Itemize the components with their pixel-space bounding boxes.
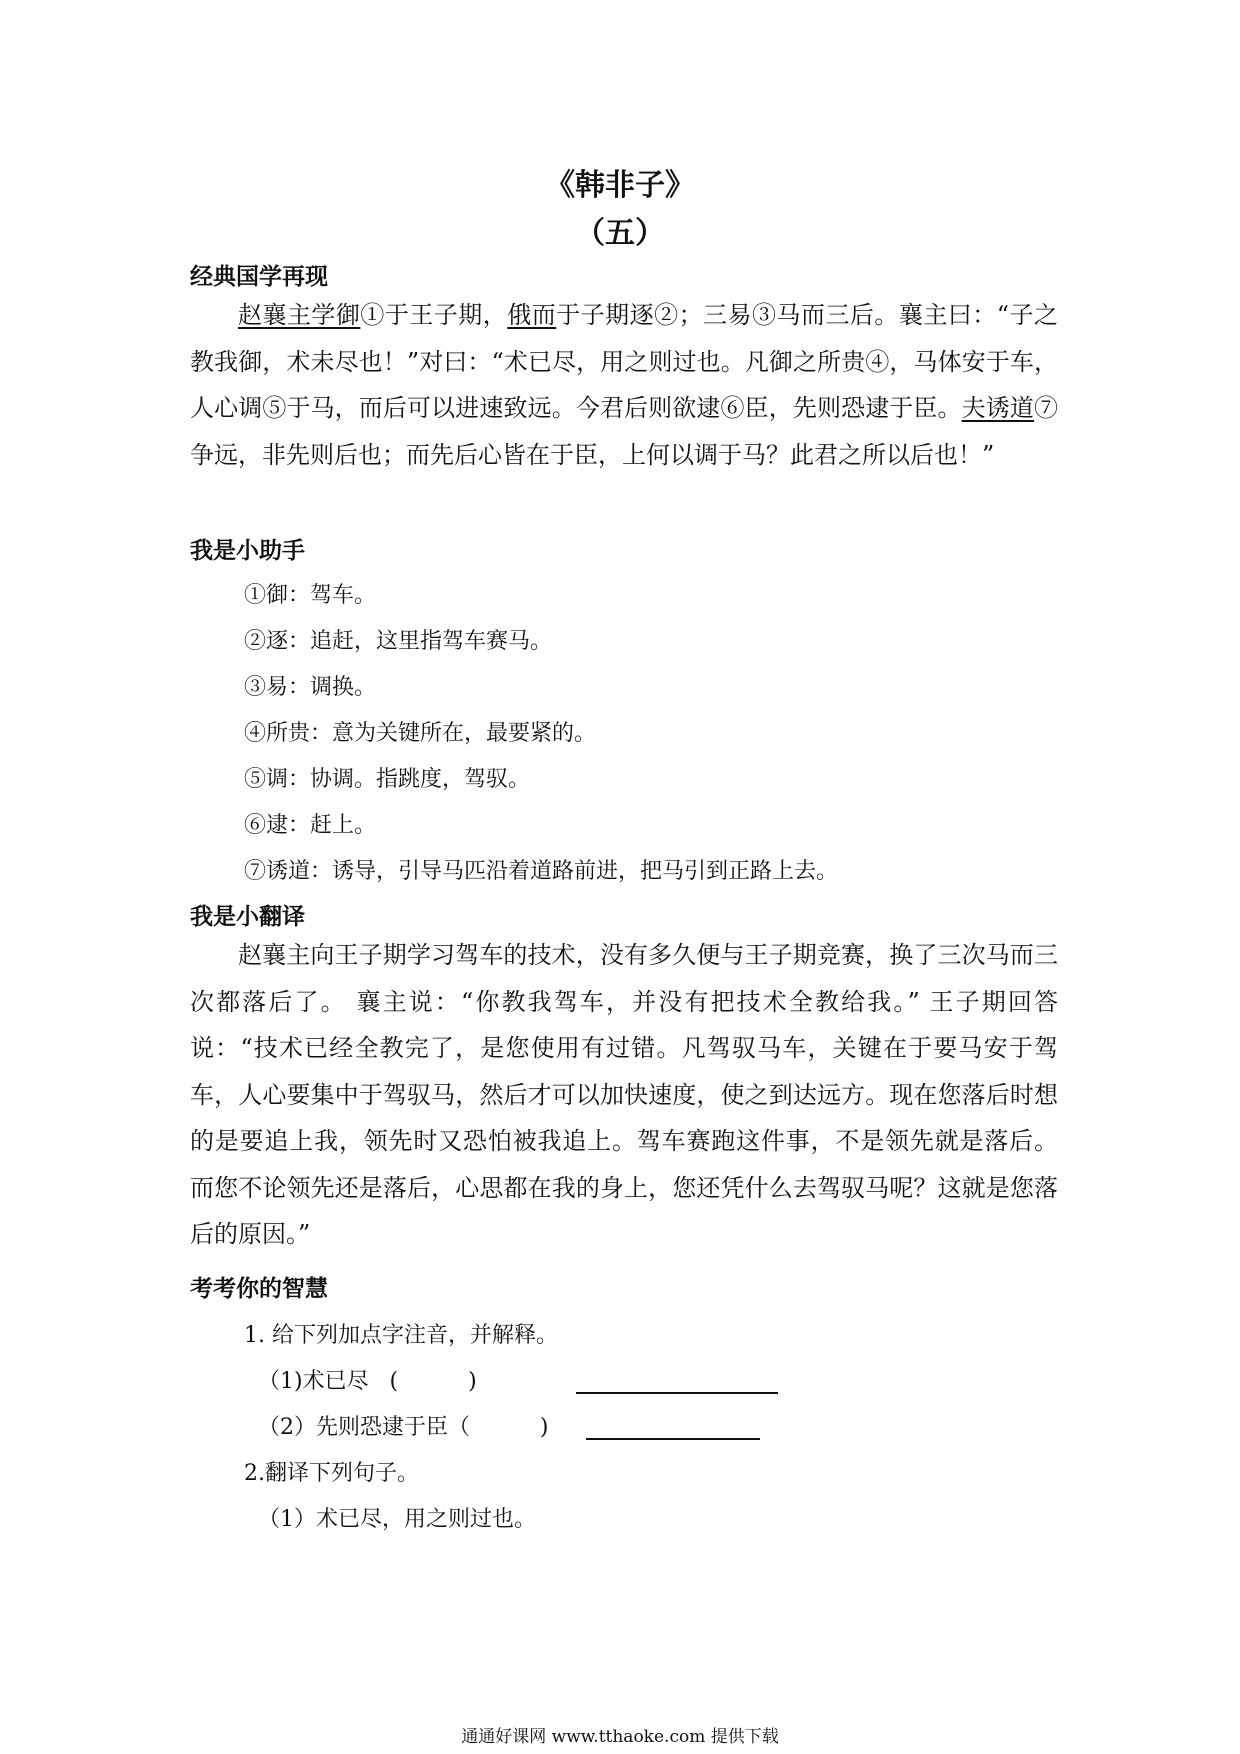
passage-text: ①于王子期， — [360, 301, 508, 329]
answer-blank-line[interactable] — [586, 1438, 760, 1440]
question-2: 2.翻译下列句子。 — [244, 1461, 419, 1486]
question-1-item-1: （1)术已尽 ( ) — [258, 1369, 477, 1394]
passage-text: 于子期逐②；三易③马而三后。襄主曰：“子之教我御，术未尽也！”对曰：“术已尽，用之则过也。凡御之所贵④，马体安于车，人心调⑤于马，而后可以进速致远。今君后则欲逮⑥臣，先则恐逮于臣。 — [190, 301, 1058, 422]
page-footer: 通通好课网 www.tthaoke.com 提供下载 — [461, 1727, 779, 1747]
section-heading-translate: 我是小翻译 — [190, 904, 305, 930]
section-heading-helper: 我是小助手 — [190, 538, 305, 564]
question-1-item-2: （2）先则恐逮于臣（ ) — [258, 1415, 549, 1440]
underlined-phrase: 俄而 — [507, 301, 557, 329]
page-subtitle: （五） — [575, 216, 665, 251]
underlined-phrase: 赵襄主学御 — [238, 301, 361, 329]
question-2-item-1: （1）术已尽，用之则过也。 — [258, 1507, 536, 1532]
note-item: ③易：调换。 — [244, 675, 377, 700]
note-item: ②逐：追赶，这里指驾车赛马。 — [244, 629, 553, 654]
section-heading-quiz: 考考你的智慧 — [190, 1276, 328, 1302]
section-heading-classic: 经典国学再现 — [190, 264, 328, 290]
note-item: ⑤调：协调。指跳度，驾驭。 — [244, 767, 531, 792]
passage-text: ⑦争远，非先则后也；而先后心皆在于臣，上何以调于马？此君之所以后也！” — [190, 394, 1058, 469]
note-item: ④所贵：意为关键所在，最要紧的。 — [244, 721, 597, 746]
classical-passage — [190, 292, 1058, 478]
translation-text: 赵襄主向王子期学习驾车的技术，没有多久便与王子期竞赛，换了三次马而三次都落后了。 襄主说：“你教我驾车，并没有把技术全教给我。” 王子期回答说：“技术已经全教完了，是您使用有过错。凡驾驭马车，关键在于要马安于驾车，人心要集中于驾驭马，然后才可以加快速度，使之到达远方。现在您落后时想的是要追上我，领先时又恐怕被我追上。驾车赛跑这件事，不是领先就是落后。 而您不论领先还是落后，心思都在我的身上，您还凭什么去驾驭马呢？这就是您落后的原因。” — [190, 941, 1058, 1248]
note-item: ⑥逮：赶上。 — [244, 813, 377, 838]
note-item: ①御：驾车。 — [244, 583, 377, 608]
question-1: 1. 给下列加点字注音，并解释。 — [244, 1323, 558, 1348]
underlined-phrase: 夫诱道 — [961, 394, 1034, 422]
answer-blank-line[interactable] — [576, 1392, 778, 1394]
note-item: ⑦诱道：诱导，引导马匹沿着道路前进，把马引到正路上去。 — [244, 859, 839, 884]
page-title: 《韩非子》 — [545, 168, 695, 203]
